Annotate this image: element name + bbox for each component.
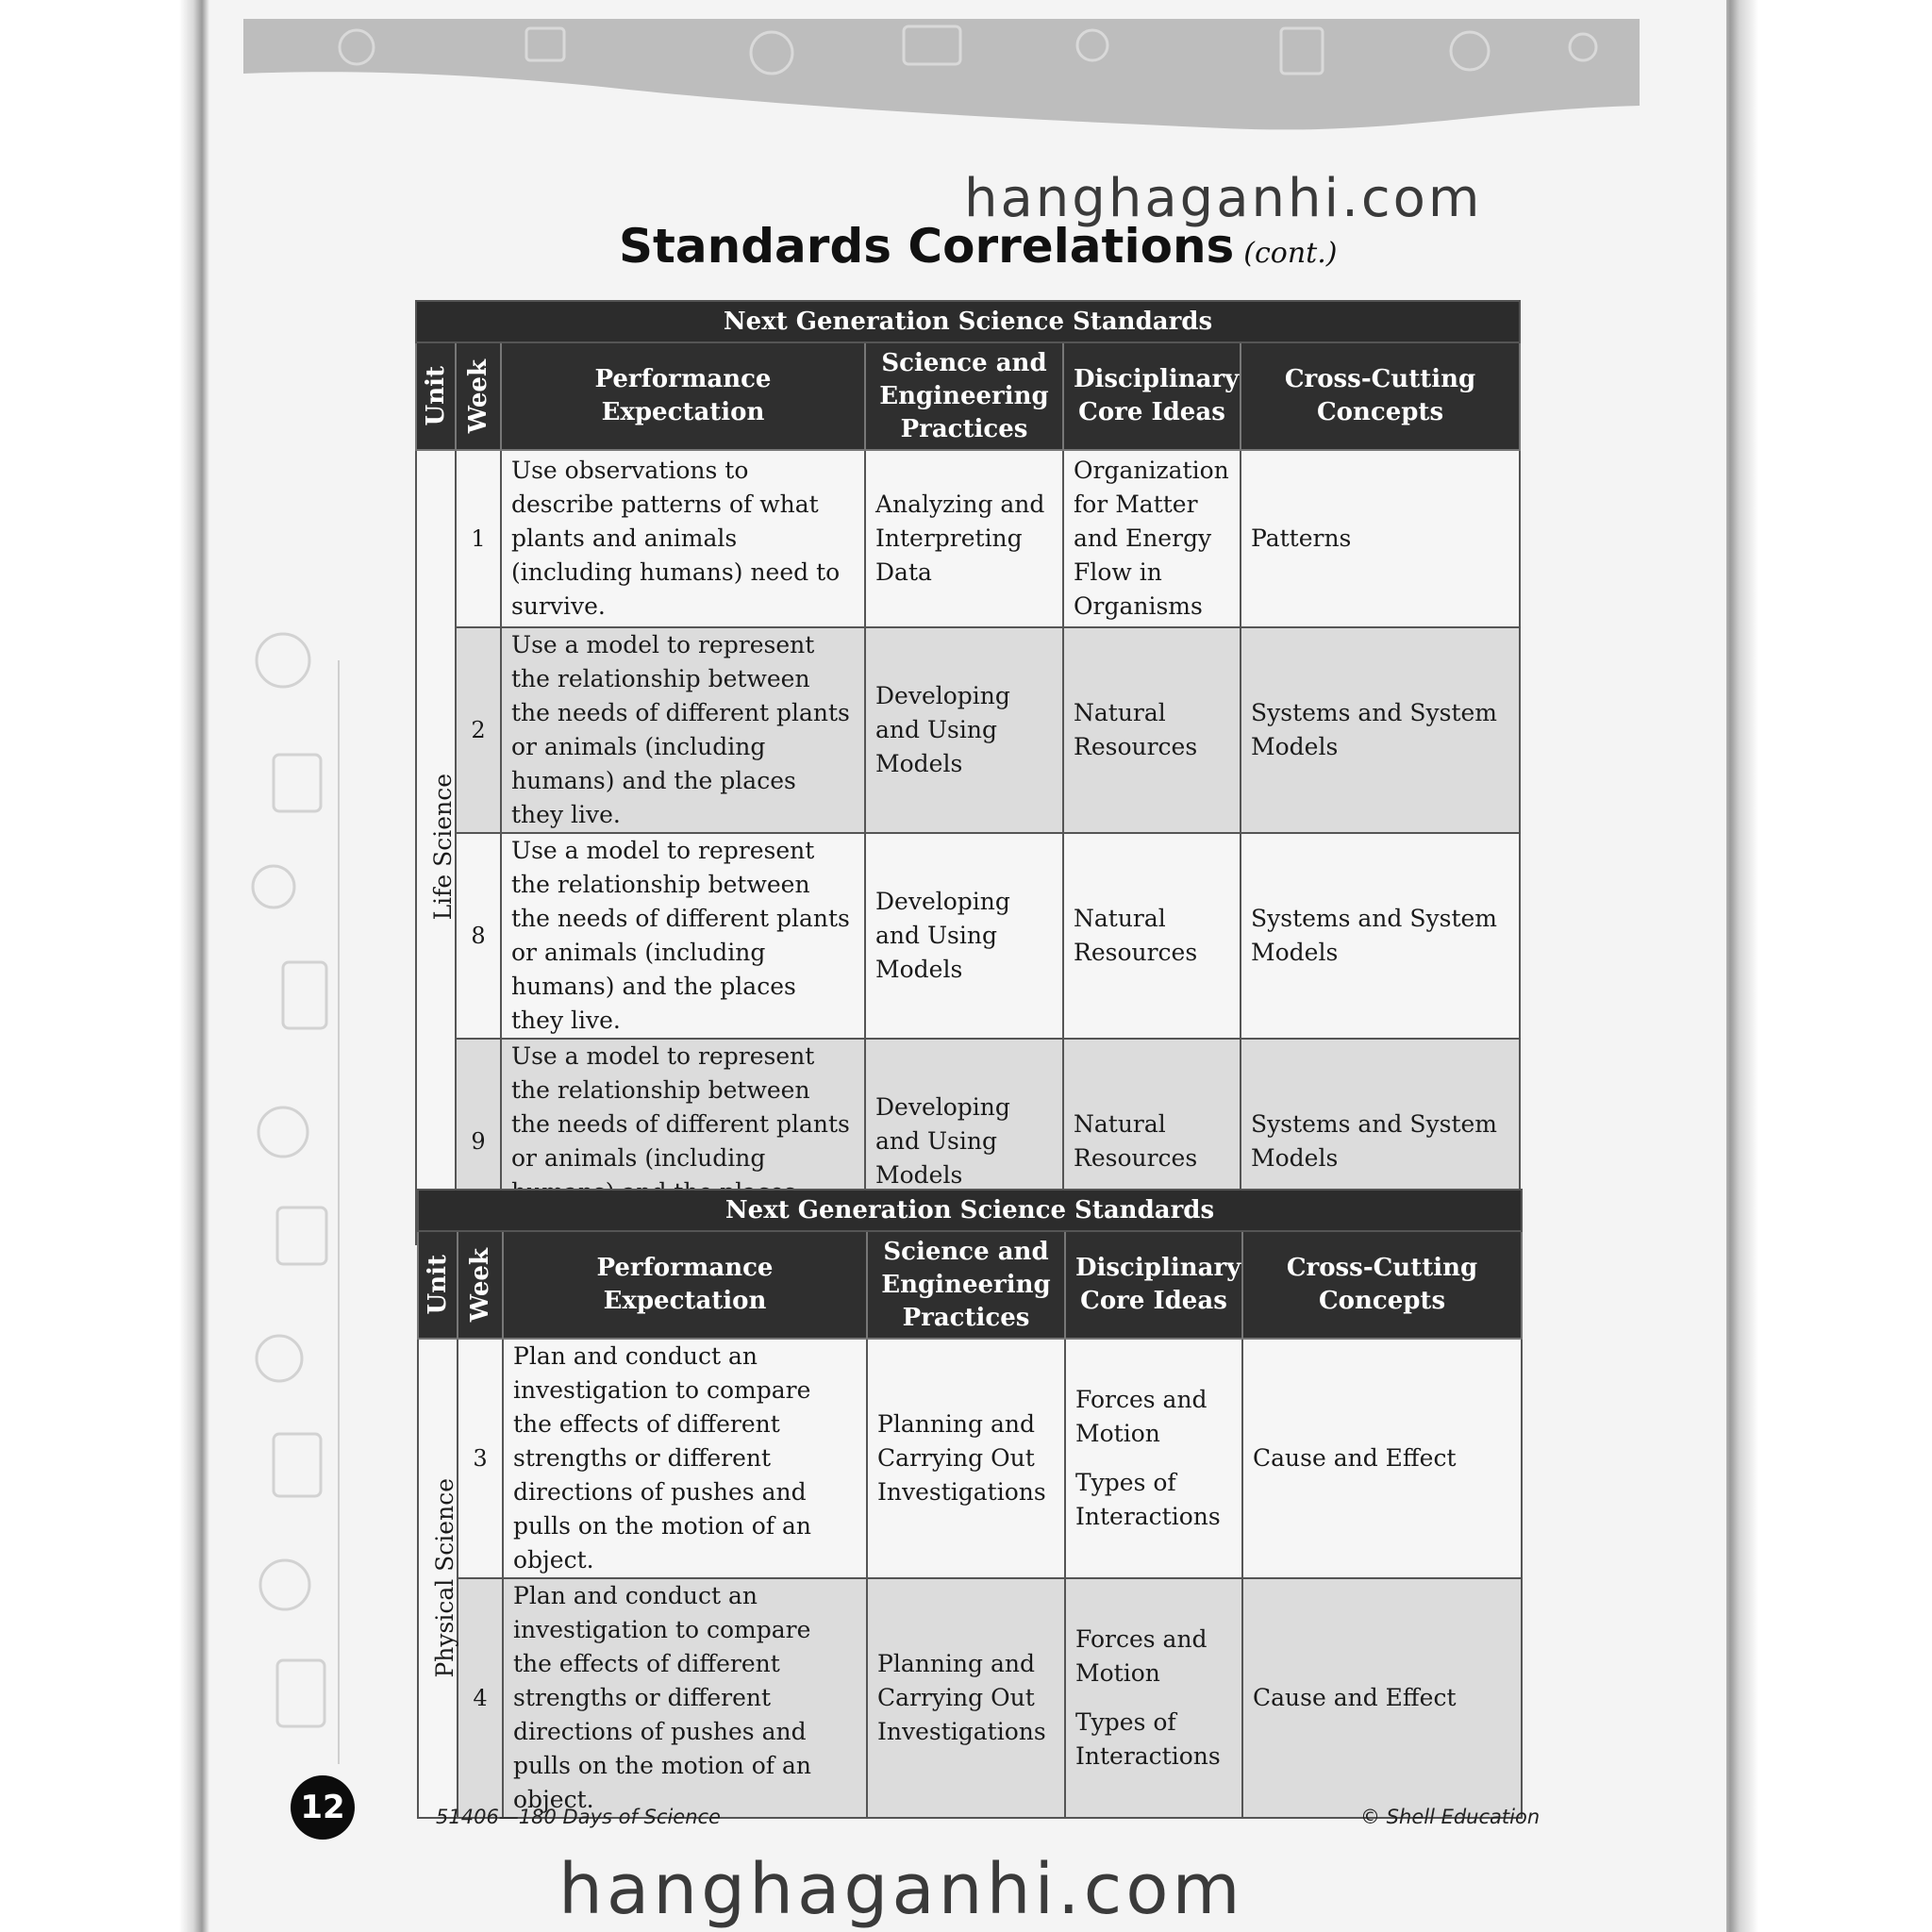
header-crosscutting: Cross-Cutting Concepts	[1241, 342, 1520, 450]
performance-cell: Use a model to represent the relationship between the needs of different plants or animals (including humans) and the places they live.	[501, 627, 865, 833]
table-caption: Next Generation Science Standards	[418, 1190, 1522, 1231]
crosscutting-cell: Systems and System Models	[1241, 1039, 1520, 1244]
practices-cell: Analyzing and Interpreting Data	[865, 450, 1063, 627]
page-title-text: Standards Correlations	[619, 219, 1235, 274]
header-core-ideas: Disciplinary Core Ideas	[1063, 342, 1241, 450]
header-practices: Science and Engineering Practices	[867, 1231, 1065, 1339]
unit-cell: Physical Science	[418, 1339, 458, 1818]
week-cell: 4	[458, 1578, 503, 1818]
core-ideas-cell: Natural Resources	[1063, 833, 1241, 1039]
footer-publisher: © Shell Education	[1360, 1806, 1541, 1828]
decorative-doodles	[236, 604, 349, 1849]
week-cell: 1	[456, 450, 501, 627]
table-row	[418, 1339, 1522, 1578]
core-ideas-cell: Organization for Matter and Energy Flow in Organisms	[1063, 450, 1241, 627]
core-ideas-cell: Natural Resources	[1063, 1039, 1241, 1244]
header-performance-expectation: Performance Expectation	[503, 1231, 867, 1339]
standards-table-physical-science	[417, 1189, 1523, 1819]
page-number-badge: 12	[291, 1775, 355, 1840]
watermark-bottom: hanghaganhi.com	[558, 1849, 1244, 1930]
performance-cell: Plan and conduct an investigation to compare the effects of different strengths or different directions of pushes and pulls on the motion of an object.	[503, 1339, 867, 1578]
practices-cell: Developing and Using Models	[865, 833, 1063, 1039]
header-week: Week	[456, 342, 501, 450]
core-ideas-cell: Forces and Motion Types of Interactions	[1065, 1339, 1242, 1578]
header-week: Week	[458, 1231, 503, 1339]
table-caption: Next Generation Science Standards	[416, 301, 1520, 342]
table-row	[416, 450, 1520, 627]
core-ideas-cell: Natural Resources	[1063, 627, 1241, 833]
week-cell: 8	[456, 833, 501, 1039]
header-unit: Unit	[418, 1231, 458, 1339]
header-practices: Science and Engineering Practices	[865, 342, 1063, 450]
header-crosscutting: Cross-Cutting Concepts	[1242, 1231, 1522, 1339]
table-row	[418, 1578, 1522, 1818]
crosscutting-cell: Cause and Effect	[1242, 1578, 1522, 1818]
practices-cell: Developing and Using Models	[865, 627, 1063, 833]
crosscutting-cell: Cause and Effect	[1242, 1339, 1522, 1578]
margin-rule	[338, 660, 340, 1764]
week-cell: 2	[456, 627, 501, 833]
page-edge-shadow-left	[0, 0, 209, 1932]
core-ideas-cell: Forces and Motion Types of Interactions	[1065, 1578, 1242, 1818]
crosscutting-cell: Systems and System Models	[1241, 627, 1520, 833]
table-row	[416, 627, 1520, 833]
header-unit: Unit	[416, 342, 456, 450]
table-row	[416, 833, 1520, 1039]
practices-cell: Developing and Using Models	[865, 1039, 1063, 1244]
header-core-ideas: Disciplinary Core Ideas	[1065, 1231, 1242, 1339]
practices-cell: Planning and Carrying Out Investigations	[867, 1339, 1065, 1578]
performance-cell: Use observations to describe patterns of what plants and animals (including humans) need to survive.	[501, 450, 865, 627]
practices-cell: Planning and Carrying Out Investigations	[867, 1578, 1065, 1818]
crosscutting-cell: Systems and System Models	[1241, 833, 1520, 1039]
performance-cell: Plan and conduct an investigation to compare the effects of different strengths or different directions of pushes and pulls on the motion of an object.	[503, 1578, 867, 1818]
performance-cell: Use a model to represent the relationship between the needs of different plants or animals (including	[501, 1039, 865, 1244]
standards-table-life-science	[415, 300, 1521, 1245]
week-cell: 3	[458, 1339, 503, 1578]
page-edge-shadow-right	[1717, 0, 1932, 1932]
decorative-banner	[243, 19, 1640, 132]
performance-cell: Use a model to represent the relationship between the needs of different plants or animals (including humans) and the places they live.	[501, 833, 865, 1039]
header-performance-expectation: Performance Expectation	[501, 342, 865, 450]
week-cell: 9	[456, 1039, 501, 1244]
crosscutting-cell: Patterns	[1241, 450, 1520, 627]
unit-cell: Life Science	[416, 450, 456, 1244]
footer-book-title: 51406—180 Days of Science	[436, 1806, 721, 1828]
page-title-suffix: (cont.)	[1243, 237, 1338, 270]
watermark-top: hanghaganhi.com	[964, 168, 1483, 229]
page-title	[619, 219, 1337, 274]
